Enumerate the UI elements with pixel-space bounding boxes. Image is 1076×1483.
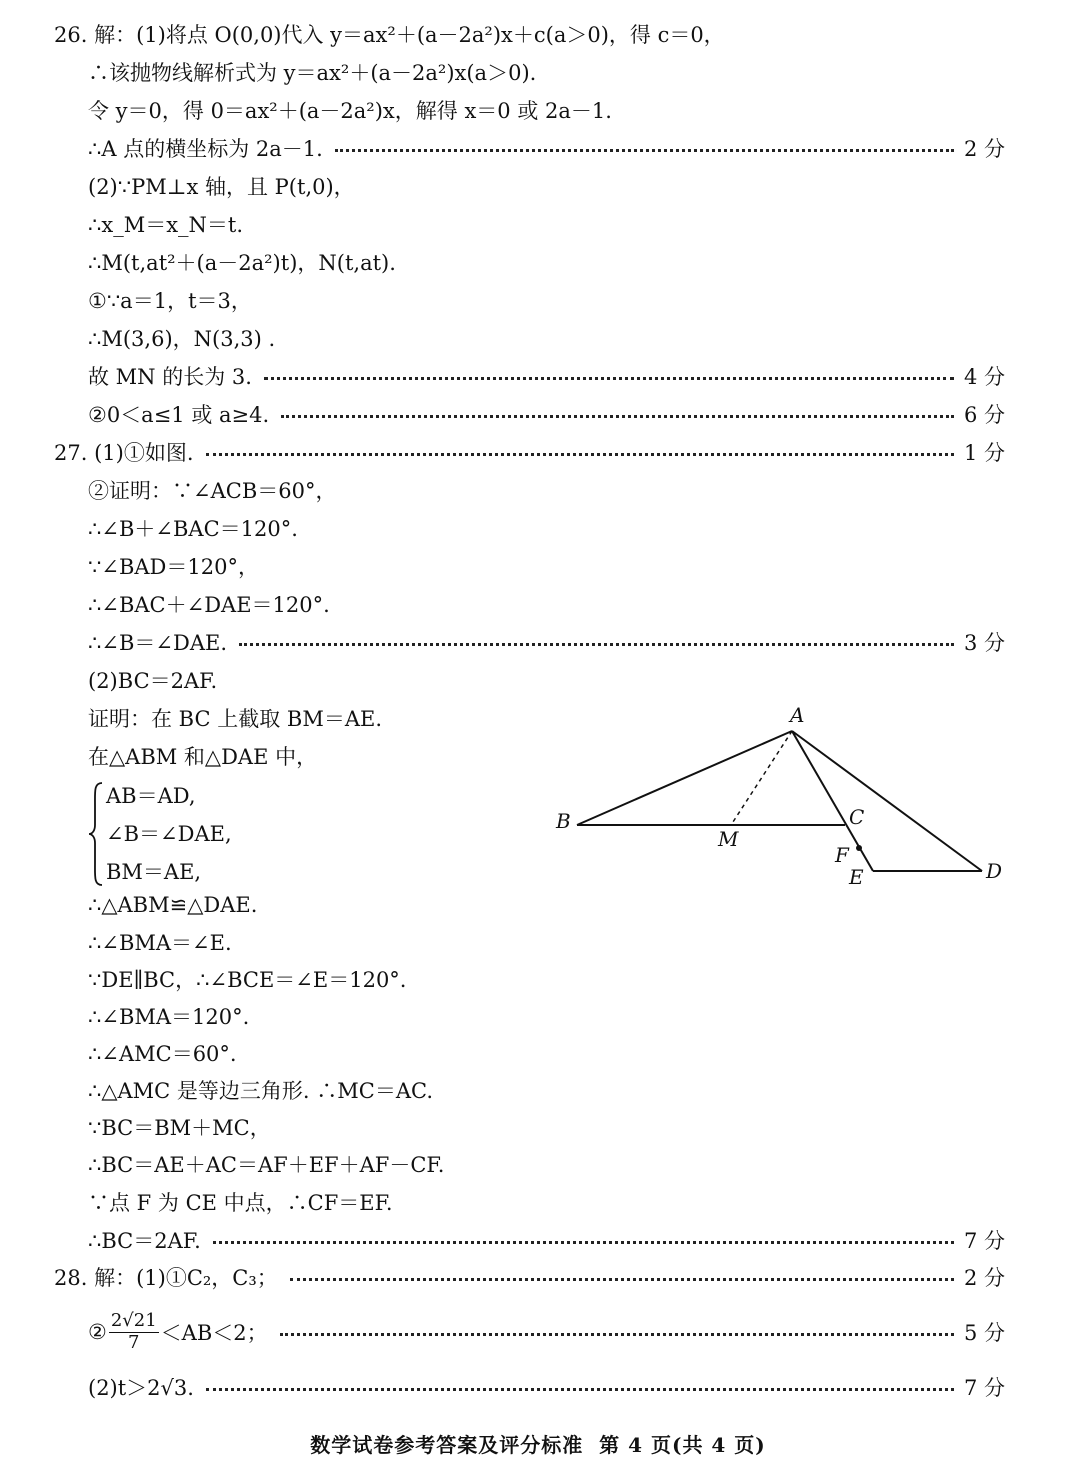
- line-text: ∴x_M＝x_N＝t.: [88, 213, 244, 237]
- q27-line-18: [88, 1184, 1004, 1220]
- line-text: ∵DE∥BC，∴∠BCE＝∠E＝120°.: [88, 968, 407, 992]
- q26-line-8: [88, 282, 1004, 318]
- line-text: ∴∠BMA＝120°.: [88, 1005, 250, 1029]
- q27-line-1: [54, 434, 1004, 470]
- q27-line-4: [88, 548, 1004, 584]
- q28-line-2: [88, 1306, 1004, 1358]
- q27-line-17: [88, 1146, 1004, 1182]
- line-text: ②0＜a≤1 或 a≥4.: [88, 403, 270, 427]
- score: 5 分: [964, 1321, 1006, 1345]
- q27-line-3: [88, 510, 1004, 546]
- line-text: ∴∠B＝∠DAE.: [88, 631, 227, 655]
- line-text: ∴∠BAC＋∠DAE＝120°.: [88, 593, 330, 617]
- label-M: M: [718, 827, 739, 851]
- fraction-denominator: 7: [128, 1331, 140, 1353]
- line-text: 证明：在 BC 上截取 BM＝AE.: [88, 707, 383, 731]
- line-text: ∴A 点的横坐标为 2a－1.: [88, 137, 323, 161]
- q27-line-2: [88, 472, 1004, 508]
- line-text: (2)t＞2√3.: [88, 1376, 194, 1400]
- point-F: [856, 845, 862, 851]
- label-E: E: [849, 865, 864, 889]
- q27-line-8: [88, 700, 538, 736]
- q27-line-14: [88, 1035, 1004, 1071]
- line-text: ∵∠BAD＝120°，: [88, 555, 259, 579]
- fraction: [109, 1309, 159, 1353]
- line-text: ②证明：∵∠ACB＝60°，: [88, 479, 337, 503]
- q27-line-9: [88, 738, 538, 774]
- q27-line-16: [88, 1109, 1004, 1145]
- leader-dots: [290, 1278, 954, 1281]
- leader-dots: [264, 377, 954, 380]
- q27-line-11: [88, 924, 1004, 960]
- q26-line-9: [88, 320, 1004, 356]
- geometry-figure: [548, 700, 1018, 895]
- score: 7 分: [964, 1229, 1006, 1253]
- score: 2 分: [964, 137, 1006, 161]
- q26-line-3: [88, 92, 1004, 128]
- leader-dots: [206, 453, 955, 456]
- brace-row-1: AB＝AD,: [106, 784, 196, 808]
- q26-line-2: [88, 54, 1004, 90]
- score: 3 分: [964, 631, 1006, 655]
- line-text: 27. (1)①如图.: [54, 441, 194, 465]
- score: 7 分: [964, 1376, 1006, 1400]
- line-text: ＜AB＜2；: [160, 1321, 268, 1345]
- q26-line-5: [88, 168, 1004, 204]
- line-text: ∵BC＝BM＋MC，: [88, 1116, 271, 1140]
- line-text: ∴△ABM≌△DAE.: [88, 893, 258, 917]
- line-text: ∴M(3,6)，N(3,3) .: [88, 327, 276, 351]
- leader-dots: [213, 1241, 954, 1244]
- q26-line-7: [88, 244, 1004, 280]
- geometry-svg: [548, 700, 1018, 895]
- fraction-numerator: 2√21: [110, 1309, 157, 1331]
- equation-system: [88, 777, 288, 891]
- page-footer: [0, 1425, 1076, 1461]
- score: 1 分: [964, 441, 1006, 465]
- line-text: ∴BC＝2AF.: [88, 1229, 201, 1253]
- q26-line-10: [88, 358, 1004, 394]
- brace-row-2: ∠B＝∠DAE,: [106, 822, 232, 846]
- line-text: 令 y＝0，得 0＝ax²＋(a－2a²)x，解得 x＝0 或 2a－1.: [88, 99, 612, 123]
- line-text: 在△ABM 和△DAE 中，: [88, 745, 318, 769]
- q26-line-11: [88, 396, 1004, 432]
- line-text: (2)BC＝2AF.: [88, 669, 218, 693]
- line-text: 26. 解：(1)将点 O(0,0)代入 y＝ax²＋(a－2a²)x＋c(a＞0)，得 c＝0，: [54, 23, 725, 47]
- q27-line-12: [88, 961, 1004, 997]
- q28-line-1: [54, 1259, 1004, 1295]
- q28-line-3: [88, 1369, 1004, 1405]
- line-text: ∴∠B＋∠BAC＝120°.: [88, 517, 298, 541]
- q26-line-6: [88, 206, 1004, 242]
- q27-line-13: [88, 998, 1004, 1034]
- leader-dots: [335, 149, 954, 152]
- line-text: ②: [88, 1320, 107, 1344]
- leader-dots: [239, 643, 954, 646]
- label-D: D: [986, 859, 1003, 883]
- line-text: ∴M(t,at²＋(a－2a²)t)，N(t,at).: [88, 251, 396, 275]
- q27-line-5: [88, 586, 1004, 622]
- label-B: B: [556, 809, 571, 833]
- line-text: ∵点 F 为 CE 中点，∴CF＝EF.: [88, 1191, 393, 1215]
- leader-dots: [281, 415, 954, 418]
- footer-text: 数学试卷参考答案及评分标准 第 4 页(共 4 页): [310, 1432, 766, 1457]
- segment-BA: [577, 731, 792, 825]
- leader-dots: [206, 1388, 954, 1391]
- segment-AD: [792, 731, 982, 871]
- label-F: F: [835, 843, 849, 867]
- score: 2 分: [964, 1266, 1006, 1290]
- line-text: ∴∠BMA＝∠E.: [88, 931, 232, 955]
- line-text: (2)∵PM⊥x 轴，且 P(t,0)，: [88, 175, 355, 199]
- left-brace: [88, 781, 104, 887]
- label-C: C: [849, 805, 865, 829]
- score: 4 分: [964, 365, 1006, 389]
- line-text: ∴该抛物线解析式为 y＝ax²＋(a－2a²)x(a＞0).: [88, 61, 537, 85]
- line-text: ∴△AMC 是等边三角形. ∴MC＝AC.: [88, 1079, 434, 1103]
- q26-line-1: [54, 16, 1004, 52]
- leader-dots: [280, 1333, 954, 1336]
- brace-row-3: BM＝AE,: [106, 860, 202, 884]
- line-text: ∴∠AMC＝60°.: [88, 1042, 237, 1066]
- score: 6 分: [964, 403, 1006, 427]
- line-text: 28. 解：(1)①C₂，C₃；: [54, 1266, 278, 1290]
- q27-line-15: [88, 1072, 1004, 1108]
- q26-line-4: [88, 130, 1004, 166]
- q27-line-19: [88, 1222, 1004, 1258]
- label-A: A: [790, 703, 805, 727]
- q27-line-6: [88, 624, 1004, 660]
- line-text: ∴BC＝AE＋AC＝AF＋EF＋AF－CF.: [88, 1153, 445, 1177]
- line-text: 故 MN 的长为 3.: [88, 365, 252, 389]
- line-text: ①∵a＝1，t＝3，: [88, 289, 252, 313]
- q27-line-7: [88, 662, 1004, 698]
